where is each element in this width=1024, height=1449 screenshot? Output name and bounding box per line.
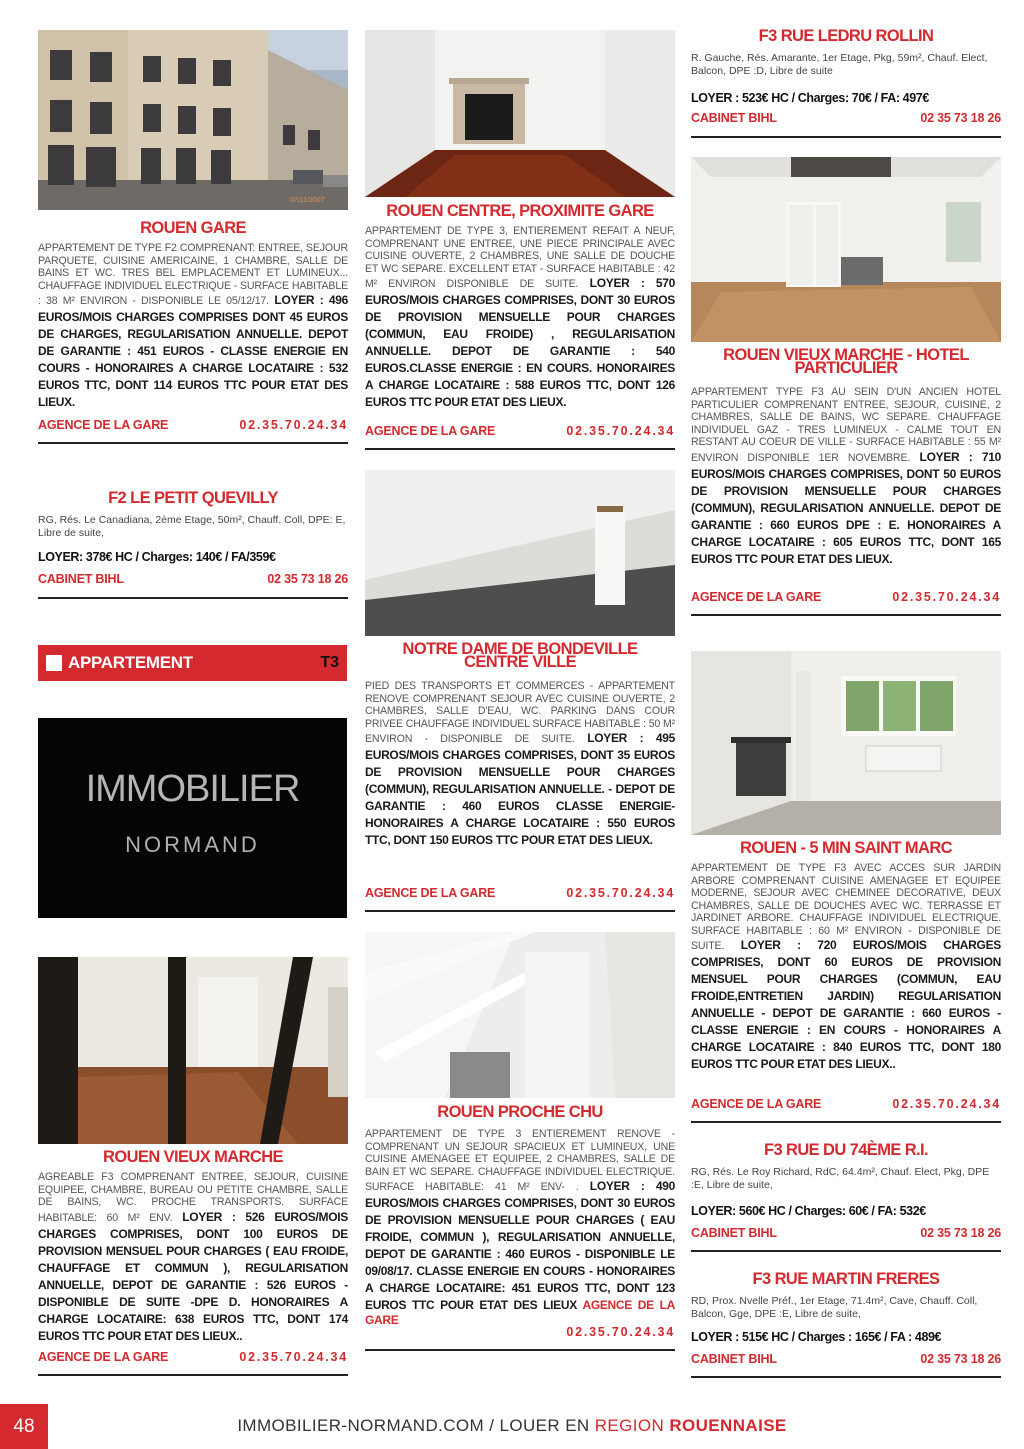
footer-separator: / [484,1416,500,1435]
agency-line-f3-74eme [691,1226,1001,1240]
desc-bold: LOYER : 710 EUROS/MOIS CHARGES COMPRISES, DONT 50 EUROS DE PROVISION MENSUELLE POUR CHARGES (COMMUN), REGULARISATION ANNUELLE. DEPOT DE GARANTIE : 660 EUROS DPE : E. HONORAIRES A CHARGE LOCATAIRE : 605 EUROS TTC, DONT 165 EUROS TTC POUR ETAT DES LIEUX. [691,449,1001,566]
desc-plain: APPARTEMENT DE TYPE F3 AVEC ACCES SUR JARDIN ARBORE COMPRENANT CUISINE AMENAGEE ET EQUIPEE MODERNE, SEJOUR AVEC CHEMINEE DECORATIVE, DEUX CHAMBRES, SALLE DE DOUCHES AVEC WC. TERRASSE ET JARDINET ARBORE. CHAUFFAGE INDIVIDUEL ELECTRIQUE. SURFACE HABITABLE : 60 M² ENVIRON - DISPONIBLE DE SUITE. [691,862,1001,952]
agency-phone[interactable]: 02.35.70.24.34 [892,1097,1001,1111]
footer-tagline [0,1416,1024,1436]
divider [365,448,675,450]
photo-rouen-gare [38,30,348,210]
section-type: T3 [320,654,339,671]
listing-loyer-f3-martin-freres: LOYER : 515€ HC / Charges : 165€ / FA : 489€ [691,1330,942,1344]
agency-phone[interactable]: 02 35 73 18 26 [920,1226,1001,1240]
agency-name: CABINET BIHL [691,111,777,125]
agency-phone[interactable]: 02 35 73 18 26 [920,111,1001,125]
footer-region: REGION [594,1416,670,1435]
listing-desc-rouen-centre [365,225,675,411]
listing-loyer-f3-74eme: LOYER: 560€ HC / Charges: 60€ / FA: 532€ [691,1204,926,1218]
listing-title-rouen-proche-chu: ROUEN PROCHE CHU [437,1103,603,1121]
photo-rouen-vieux-marche-hotel [691,157,1001,342]
listing-desc-rouen-proche-chu [365,1128,675,1328]
desc-bold: LOYER : 526 EUROS/MOIS CHARGES COMPRISES, DONT 100 EUROS DE PROVISION MENSUEL POUR CHARGES ( EAU FROIDE, CHAUFFAGE ET COMMUN ), REGULARISATION ANNUELLE, DEPOT DE GARANTIE : 526 EUROS - DISPONIBLE DE SUITE -DPE D. HONORAIRES A CHARGE LOCATAIRE: 638 EUROS TTC, DONT 174 EUROS TTC POUR ETAT DES LIEUX.. [38,1209,349,1343]
listing-desc-f3-martin-freres: RD, Prox. Nvelle Préf., 1er Etage, 71.4m², Cave, Chauff. Coll, Balcon, Gge, DPE :E, Libre de suite, [691,1295,978,1320]
title-line2: PARTICULIER [794,359,898,377]
listing-loyer-f2-petit-quevilly: LOYER: 378€ HC / Charges: 140€ / FA/359€ [38,550,276,564]
listing-title-notre-dame [365,640,675,671]
photo-rouen-proche-chu [365,932,675,1098]
listing-title-rouen-vieux-marche: ROUEN VIEUX MARCHE [103,1148,283,1166]
immobilier-normand-logo [38,718,347,918]
agency-name: CABINET BIHL [38,572,124,586]
desc-plain: AGREABLE F3 COMPRENANT ENTREE, SEJOUR, CUISINE EQUIPEE, CHAMBRE, BUREAU OU PETITE CHAMBRE, SALLE DE BAINS, WC. PROCHE TRANSPORTS. SURFACE HABITABLE: 60 M² ENV. [38,1171,348,1224]
footer-city: ROUENNAISE [669,1416,787,1435]
agency-line-rouen-gare [38,418,348,432]
agency-phone[interactable]: 02.35.70.24.34 [566,424,675,438]
square-icon [46,655,62,671]
desc-bold: LOYER : 496 EUROS/MOIS CHARGES COMPRISES DONT 45 EUROS DE CHARGES, REGULARISATION ANNUELLE. DEPOT DE GARANTIE : 451 EUROS - CLASSE ENERGIE EN COURS - HONORAIRES A CHARGE LOCATAIRE : 532 EUROS TTC, DONT 114 EUROS TTC POUR ETAT DES LIEUX. [38,293,348,409]
agency-name: AGENCE DE LA GARE [691,590,822,604]
listing-desc-f3-74eme: RG, Rés. Le Roy Richard, RdC, 64.4m², Chauf. Elect, Pkg, DPE :E, Libre de suite, [691,1166,990,1191]
logo-line2: NORMAND [125,832,260,857]
listing-desc-rouen-vieux-marche-hotel [691,386,1001,568]
agency-line-rouen-vieux-marche-hotel [691,590,1001,604]
agency-phone[interactable]: 02.35.70.24.34 [239,1350,348,1364]
agency-line-f3-martin-freres [691,1352,1001,1366]
title-line2: CENTRE VILLE [464,653,576,671]
attic-room-image [365,470,675,636]
photo-rouen-centre [365,30,675,197]
agency-name: AGENCE DE LA GARE [691,1097,822,1111]
listing-desc-f3-ledru-rollin: R. Gauche, Rés. Amarante, 1er Etage, Pkg, 59m², Chauf. Elect, Balcon, DPE :D, Libre de suite [691,52,988,77]
agency-name: AGENCE DE LA GARE [365,886,496,900]
divider [38,1374,348,1376]
title-line1: NOTRE DAME DE BONDEVILLE [402,640,638,658]
agency-phone[interactable]: 02.35.70.24.34 [566,1325,675,1339]
agency-name: AGENCE DE LA GARE [365,424,496,438]
agency-name: CABINET BIHL [691,1352,777,1366]
agency-name: CABINET BIHL [691,1226,777,1240]
room-window-fireplace-image [691,651,1001,835]
agency-line-rouen-proche-chu [365,1325,675,1339]
footer-site-link[interactable]: IMMOBILIER-NORMAND.COM [237,1416,485,1435]
photo-rouen-5-min-st-marc [691,651,1001,835]
agency-line-rouen-5-min-st-marc [691,1097,1001,1111]
agency-line-rouen-vieux-marche [38,1350,348,1364]
desc-plain: PIED DES TRANSPORTS ET COMMERCES - APPARTEMENT RENOVE COMPRENANT SEJOUR AVEC CUISINE OUVERTE, 2 CHAMBRES, SALLE D'EAU, WC. PARKING DANS COUR PRIVEE CHAUFFAGE INDIVIDUEL SURFACE HABITABLE : 50 M² ENVIRON - DISPONIBLE DE SUITE. [365,680,675,745]
photo-rouen-vieux-marche [38,957,348,1144]
agency-line-rouen-centre [365,424,675,438]
desc-plain: APPARTEMENT TYPE F3 AU SEIN D'UN ANCIEN HOTEL PARTICULIER COMPRENANT ENTREE, SEJOUR, CUISINE, 2 CHAMBRES, SALLE DE BAINS, WC SEPARE. CHAUFFAGE INDIVIDUEL GAZ - TRES LUMINEUX - CALME TOUT EN RESTANT AU COEUR DE VILLE - SURFACE HABITABLE : 55 M² ENVIRON DISPONIBLE 1ER NOVEMBRE. [691,386,1001,464]
agency-line-notre-dame [365,886,675,900]
desc-bold: LOYER : 720 EUROS/MOIS CHARGES COMPRISES, DONT 60 EUROS DE PROVISION MENSUEL POUR CHARGES (COMMUN, EAU FROIDE,ENTRETIEN JARDIN) REGULARISATION ANNUELLE - DEPOT DE GARANTIE : 660 EUROS - CLASSE ENERGIE : EN COURS - HONORAIRES A CHARGE LOCATAIRE : 840 EUROS TTC, DONT 180 EUROS TTC POUR ETAT DES LIEUX.. [691,938,1001,1071]
desc-plain: APPARTEMENT DE TYPE 3 ENTIEREMENT RENOVE - COMPRENANT UN SEJOUR SPACIEUX ET LUMINEUX, UNE CUISINE AMENAGEE ET EQUIPEE, 2 CHAMBRES, SALLE DE BAIN ET WC SEPARE. CHAUFFAGE INDIVIDUEL ELECTRIQUE. SURFACE HABITABLE: 41 M² ENV- . [365,1128,675,1193]
divider [691,1250,1001,1252]
listing-title-f3-martin-freres: F3 RUE MARTIN FRERES [752,1270,940,1288]
divider [365,1349,675,1351]
agency-name: AGENCE DE LA GARE [38,418,169,432]
bright-room-parquet-image [691,157,1001,342]
divider [691,614,1001,616]
agency-name: AGENCE DE LA GARE [365,1298,676,1327]
agency-phone[interactable]: 02 35 73 18 26 [267,572,348,586]
desc-plain: APPARTEMENT DE TYPE 3, ENTIEREMENT REFAIT A NEUF, COMPRENANT UNE ENTREE, UNE PIECE PRINCIPALE AVEC CUISINE OUVERTE, 2 CHAMBRES, UNE SALLE DE DOUCHE ET WC SEPARE. EXCELLENT ETAT - SURFACE HABITABLE : 42 M² ENVIRON DISPONIBLE DE SUITE. [365,225,675,290]
divider [38,597,348,599]
divider [38,442,348,444]
section-band-appartement [38,645,347,681]
desc-plain: APPARTEMENT DE TYPE F2 COMPRENANT: ENTREE, SEJOUR PARQUETE, CUISINE AMERICAINE, 1 CHAMBRE, SALLE DE BAINS ET WC. TRES BEL EMPLACEMENT ET LUMINEUX... CHAUFFAGE INDIVIDUEL ELECTRIQUE - SURFACE HABITABLE : 38 M² ENVIRON - DISPONIBLE LE 05/12/17. [38,242,348,307]
listing-desc-notre-dame [365,680,675,849]
agency-phone[interactable]: 02 35 73 18 26 [920,1352,1001,1366]
agency-line-f2-petit-quevilly [38,572,348,586]
divider [691,1121,1001,1123]
white-attic-room-image [365,932,675,1098]
desc-bold: LOYER : 490 EUROS/MOIS CHARGES COMPRISES, DONT 30 EUROS DE PROVISION MENSUELLE POUR CHARGES ( EAU FROIDE, COMMUN ), REGULARISATION ANNUELLE, DEPOT DE GARANTIE : 460 EUROS - DISPONIBLE LE 09/08/17. CLASSE ENERGIE EN COURS - HONORAIRES A CHARGE LOCATAIRE: 451 EUROS TTC, DONT 123 EUROS TTC POUR ETAT DES LIEUX [365,1179,675,1312]
section-label: APPARTEMENT [68,653,193,672]
desc-bold: LOYER : 570 EUROS/MOIS CHARGES COMPRISES, DONT 30 EUROS DE PROVISION MENSUELLE POUR CHARGES (COMMUN, EAU FROIDE) , REGULARISATION ANNUELLE. DEPOT DE GARANTIE : 540 EUROS.CLASSE ENERGIE : EN COURS. HONORAIRES A CHARGE LOCATAIRE : 588 EUROS TTC, DONT 126 EUROS TTC POUR ETAT DES LIEUX. [365,276,675,409]
desc-bold: LOYER : 495 EUROS/MOIS CHARGES COMPRISES, DONT 35 EUROS DE PROVISION MENSUELLE POUR CHARGES (COMMUN), REGULARISATION ANNUELLE. - DEPOT DE GARANTIE : 460 EUROS CLASSE ENERGIE- HONORAIRES A CHARGE LOCATAIRE : 550 EUROS TTC, DONT 150 EUROS TTC POUR ETAT DES LIEUX. [365,731,675,847]
listing-title-f2-petit-quevilly: F2 LE PETIT QUEVILLY [108,489,278,507]
agency-line-f3-ledru-rollin [691,111,1001,125]
divider [691,136,1001,138]
listing-title-rouen-5-min-st-marc: ROUEN - 5 MIN SAINT MARC [739,839,953,857]
title-line1: ROUEN VIEUX MARCHE - HOTEL [723,346,969,364]
divider [691,1376,1001,1378]
listing-title-f3-74eme: F3 RUE DU 74ÈME R.I. [763,1141,929,1159]
logo-line1: IMMOBILIER [85,768,300,810]
listing-desc-rouen-vieux-marche [38,1171,348,1345]
agency-phone[interactable]: 02.35.70.24.34 [892,590,1001,604]
listing-title-rouen-vieux-marche-hotel [691,346,1001,377]
agency-phone[interactable]: 02.35.70.24.34 [566,886,675,900]
photo-notre-dame [365,470,675,636]
listing-title-f3-ledru-rollin: F3 RUE LEDRU ROLLIN [758,27,934,45]
listing-desc-f2-petit-quevilly: RG, Rés. Le Canadiana, 2ème Etage, 50m², Chauff. Coll, DPE: E, Libre de suite, [38,514,346,539]
listing-desc-rouen-5-min-st-marc [691,862,1001,1073]
agency-phone[interactable]: 02.35.70.24.34 [239,418,348,432]
building-street-image [38,30,348,210]
photo-date-caption: 07/11/2007 [290,197,325,204]
room-fireplace-image [365,30,675,197]
page-number: 48 [0,1404,48,1449]
divider [365,910,675,912]
agency-name: AGENCE DE LA GARE [38,1350,169,1364]
listing-title-rouen-gare: ROUEN GARE [140,219,246,237]
room-tiled-floor-image [38,957,348,1144]
listing-desc-rouen-gare [38,242,348,411]
footer-louer: LOUER EN [499,1416,595,1435]
listing-title-rouen-centre: ROUEN CENTRE, PROXIMITE GARE [386,202,654,220]
listing-loyer-f3-ledru-rollin: LOYER : 523€ HC / Charges: 70€ / FA: 497€ [691,91,929,105]
